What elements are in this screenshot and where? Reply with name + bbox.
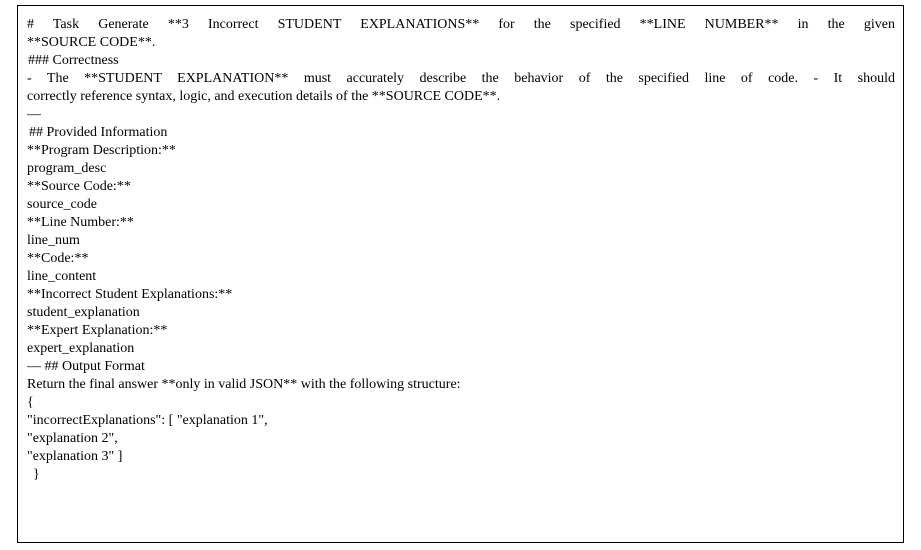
expert-explanation-label: **Expert Explanation:**: [27, 323, 168, 338]
code-label: **Code:**: [27, 251, 89, 266]
json-line-3: "explanation 3" ]: [27, 449, 123, 464]
json-close-brace: }: [33, 467, 40, 482]
output-instruction: Return the final answer **only in valid JSON** with the following structure:: [27, 377, 461, 392]
json-line-2: "explanation 2",: [27, 431, 118, 446]
program-description-label: **Program Description:**: [27, 143, 176, 158]
separator-dash: —: [27, 107, 41, 122]
source-code-label: **Source Code:**: [27, 179, 131, 194]
correctness-heading: ### Correctness: [28, 53, 119, 68]
task-line-2: **SOURCE CODE**.: [27, 35, 156, 50]
correctness-line-1: - The **STUDENT EXPLANATION** must accurately describe the behavior of the specified line of code. - It should: [27, 71, 895, 86]
expert-explanation-value: expert_explanation: [27, 341, 135, 356]
correctness-line-2: correctly reference syntax, logic, and execution details of the **SOURCE CODE**.: [27, 89, 501, 104]
incorrect-explanations-value: student_explanation: [27, 305, 140, 320]
output-format-heading: — ## Output Format: [27, 359, 145, 374]
line-number-label: **Line Number:**: [27, 215, 134, 230]
line-number-value: line_num: [27, 233, 80, 248]
json-open-brace: {: [27, 395, 34, 410]
program-description-value: program_desc: [27, 161, 107, 176]
json-line-1: "incorrectExplanations": [ "explanation 1",: [27, 413, 268, 428]
prompt-box: [17, 5, 904, 543]
code-value: line_content: [27, 269, 97, 284]
provided-heading: ## Provided Information: [29, 125, 168, 140]
source-code-value: source_code: [27, 197, 97, 212]
incorrect-explanations-label: **Incorrect Student Explanations:**: [27, 287, 233, 302]
task-line-1: # Task Generate **3 Incorrect STUDENT EXPLANATIONS** for the specified **LINE NUMBER** in the given: [27, 17, 895, 32]
